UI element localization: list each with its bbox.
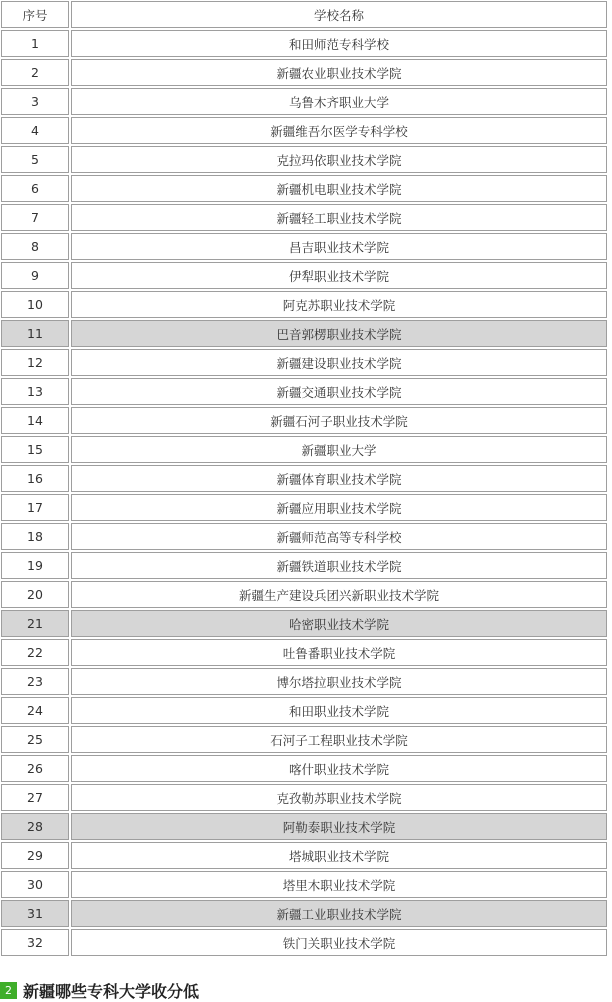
row-index-cell: 29: [0, 841, 70, 870]
row-index-cell: 32: [0, 928, 70, 957]
row-index-cell: 11: [0, 319, 70, 348]
table-row: [0, 725, 608, 754]
row-school-name-cell: 巴音郭楞职业技术学院: [70, 319, 608, 348]
row-index-cell: 4: [0, 116, 70, 145]
table-row: [0, 232, 608, 261]
table-row: [0, 290, 608, 319]
row-school-name-cell: 和田职业技术学院: [70, 696, 608, 725]
table-row: [0, 145, 608, 174]
row-index-cell: 18: [0, 522, 70, 551]
row-school-name-cell: 哈密职业技术学院: [70, 609, 608, 638]
row-school-name-cell: 新疆农业职业技术学院: [70, 58, 608, 87]
row-school-name-cell: 石河子工程职业技术学院: [70, 725, 608, 754]
row-index-cell: 8: [0, 232, 70, 261]
row-index-cell: 22: [0, 638, 70, 667]
row-index-cell: 31: [0, 899, 70, 928]
row-school-name-cell: 铁门关职业技术学院: [70, 928, 608, 957]
row-index-cell: 16: [0, 464, 70, 493]
row-index-cell: 27: [0, 783, 70, 812]
row-school-name-cell: 新疆机电职业技术学院: [70, 174, 608, 203]
row-index-cell: 17: [0, 493, 70, 522]
table-row: [0, 174, 608, 203]
row-index-cell: 28: [0, 812, 70, 841]
table-row: [0, 319, 608, 348]
table-row: [0, 696, 608, 725]
table-row: [0, 87, 608, 116]
table-row: [0, 348, 608, 377]
row-index-cell: 26: [0, 754, 70, 783]
row-school-name-cell: 喀什职业技术学院: [70, 754, 608, 783]
table-row: [0, 870, 608, 899]
table-row: [0, 464, 608, 493]
table-header-row: [0, 0, 608, 29]
table-row: [0, 783, 608, 812]
table-row: [0, 667, 608, 696]
table-row: [0, 551, 608, 580]
table-row: [0, 377, 608, 406]
section-number-badge: 2: [0, 982, 17, 999]
row-school-name-cell: 新疆石河子职业技术学院: [70, 406, 608, 435]
row-index-cell: 7: [0, 203, 70, 232]
row-index-cell: 5: [0, 145, 70, 174]
table-row: [0, 899, 608, 928]
row-index-cell: 6: [0, 174, 70, 203]
row-school-name-cell: 新疆工业职业技术学院: [70, 899, 608, 928]
row-school-name-cell: 新疆交通职业技术学院: [70, 377, 608, 406]
table-row: [0, 754, 608, 783]
row-school-name-cell: 克拉玛依职业技术学院: [70, 145, 608, 174]
section-heading: [0, 978, 608, 1002]
row-school-name-cell: 吐鲁番职业技术学院: [70, 638, 608, 667]
row-school-name-cell: 新疆职业大学: [70, 435, 608, 464]
table-body: [0, 29, 608, 957]
table-row: [0, 261, 608, 290]
row-school-name-cell: 新疆生产建设兵团兴新职业技术学院: [70, 580, 608, 609]
row-school-name-cell: 新疆体育职业技术学院: [70, 464, 608, 493]
row-index-cell: 19: [0, 551, 70, 580]
row-index-cell: 15: [0, 435, 70, 464]
row-index-cell: 21: [0, 609, 70, 638]
row-index-cell: 9: [0, 261, 70, 290]
row-index-cell: 23: [0, 667, 70, 696]
row-school-name-cell: 新疆建设职业技术学院: [70, 348, 608, 377]
header-index: 序号: [0, 0, 70, 29]
row-school-name-cell: 新疆轻工职业技术学院: [70, 203, 608, 232]
row-school-name-cell: 新疆铁道职业技术学院: [70, 551, 608, 580]
row-school-name-cell: 和田师范专科学校: [70, 29, 608, 58]
row-school-name-cell: 克孜勒苏职业技术学院: [70, 783, 608, 812]
row-index-cell: 10: [0, 290, 70, 319]
row-school-name-cell: 塔里木职业技术学院: [70, 870, 608, 899]
section-title: 新疆哪些专科大学收分低: [23, 981, 200, 1001]
row-index-cell: 2: [0, 58, 70, 87]
row-school-name-cell: 伊犁职业技术学院: [70, 261, 608, 290]
table-row: [0, 29, 608, 58]
table-row: [0, 638, 608, 667]
row-index-cell: 24: [0, 696, 70, 725]
row-index-cell: 14: [0, 406, 70, 435]
row-school-name-cell: 乌鲁木齐职业大学: [70, 87, 608, 116]
table-row: [0, 435, 608, 464]
table-row: [0, 203, 608, 232]
table-row: [0, 841, 608, 870]
row-index-cell: 25: [0, 725, 70, 754]
table-row: [0, 522, 608, 551]
table-row: [0, 58, 608, 87]
row-school-name-cell: 阿勒泰职业技术学院: [70, 812, 608, 841]
table-row: [0, 812, 608, 841]
row-index-cell: 3: [0, 87, 70, 116]
row-index-cell: 30: [0, 870, 70, 899]
table-row: [0, 609, 608, 638]
table-row: [0, 116, 608, 145]
row-school-name-cell: 新疆应用职业技术学院: [70, 493, 608, 522]
row-school-name-cell: 阿克苏职业技术学院: [70, 290, 608, 319]
table-row: [0, 580, 608, 609]
row-index-cell: 13: [0, 377, 70, 406]
table-row: [0, 928, 608, 957]
row-school-name-cell: 新疆维吾尔医学专科学校: [70, 116, 608, 145]
header-school-name: 学校名称: [70, 0, 608, 29]
row-school-name-cell: 昌吉职业技术学院: [70, 232, 608, 261]
row-index-cell: 1: [0, 29, 70, 58]
row-index-cell: 12: [0, 348, 70, 377]
row-index-cell: 20: [0, 580, 70, 609]
table-row: [0, 493, 608, 522]
row-school-name-cell: 博尔塔拉职业技术学院: [70, 667, 608, 696]
table-row: [0, 406, 608, 435]
row-school-name-cell: 新疆师范高等专科学校: [70, 522, 608, 551]
row-school-name-cell: 塔城职业技术学院: [70, 841, 608, 870]
